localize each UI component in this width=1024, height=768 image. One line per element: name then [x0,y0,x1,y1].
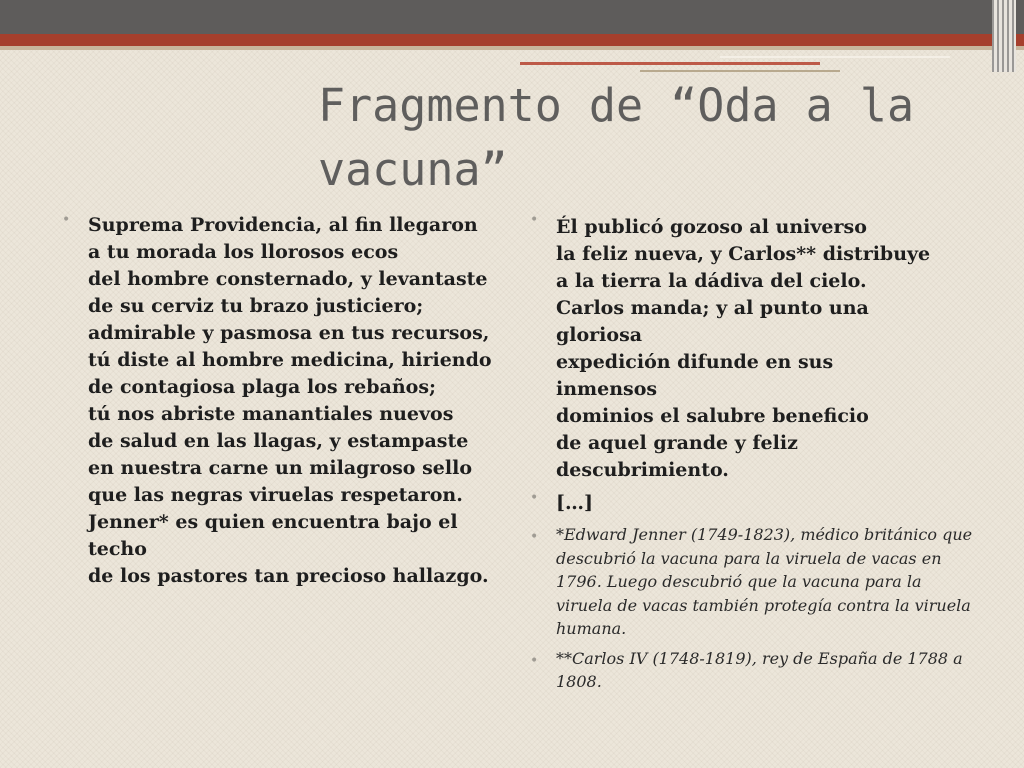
verse-line: a la tierra la dádiva del cielo. [556,270,867,292]
verse-line: de su cerviz tu brazo justiciero; [88,295,424,317]
verse-line: admirable y pasmosa en tus recursos, [88,322,490,344]
verse-line: dominios el salubre beneficio [556,405,869,427]
verse-line: la feliz nueva, y Carlos** distribuye [556,243,931,265]
footnote-carlos [530,647,970,694]
right-column [530,212,973,694]
verse-line: de los pastores tan precioso hallazgo. [88,565,489,587]
verse-line: a tu morada los llorosos ecos [88,241,399,263]
verse-line: tú diste al hombre medicina, hiriendo [88,349,492,371]
bullet-icon: • [530,212,539,228]
footnote-text: **Carlos IV (1748-1819), rey de España de 1788 a 1808. [556,648,963,691]
footnote-text: *Edward Jenner (1749-1823), médico británico que descubrió la vacuna para la viruela de vacas en 1796. Luego descubrió que la vacuna para la viruela de vacas también protegía contra la viruela humana. [556,525,973,638]
verse-line: Suprema Providencia, al fin llegaron [88,214,478,236]
bullet-icon: • [530,652,539,669]
top-dark-bar [0,0,1024,34]
decorative-vertical-lines [992,0,1016,72]
ellipsis-text: […] [556,492,593,514]
bullet-icon: • [530,490,539,506]
verse-line: expedición difunde en sus inmensos [556,351,834,400]
decorative-stripe [720,56,950,58]
poem-stanza-left [62,212,542,590]
bullet-icon: • [530,529,539,545]
bullet-icon: • [62,212,71,228]
verse-line: de contagiosa plaga los rebaños; [88,376,437,398]
footnote-jenner [530,523,973,641]
decorative-stripe [520,62,820,65]
slide-title: Fragmento de “Oda a la vacuna” [318,79,915,196]
poem-stanza-right [530,212,970,484]
top-tan-bar [0,46,1024,50]
verse-line: Jenner* es quien encuentra bajo el techo [88,511,458,560]
verse-line: Carlos manda; y al punto una gloriosa [556,297,869,346]
verse-text [88,212,542,590]
top-red-bar [0,34,1024,46]
left-column [62,212,542,590]
ellipsis-item [530,490,970,517]
verse-line: de aquel grande y feliz descubrimiento. [556,432,798,481]
verse-text [556,212,970,484]
verse-line: en nuestra carne un milagroso sello [88,457,472,479]
verse-line: tú nos abriste manantiales nuevos [88,403,454,425]
verse-line: del hombre consternado, y levantaste [88,268,488,290]
decorative-stripe [640,70,840,72]
verse-line: de salud en las llagas, y estampaste [88,430,469,452]
verse-line: que las negras viruelas respetaron. [88,484,463,506]
verse-line: Él publicó gozoso al universo [556,216,867,238]
